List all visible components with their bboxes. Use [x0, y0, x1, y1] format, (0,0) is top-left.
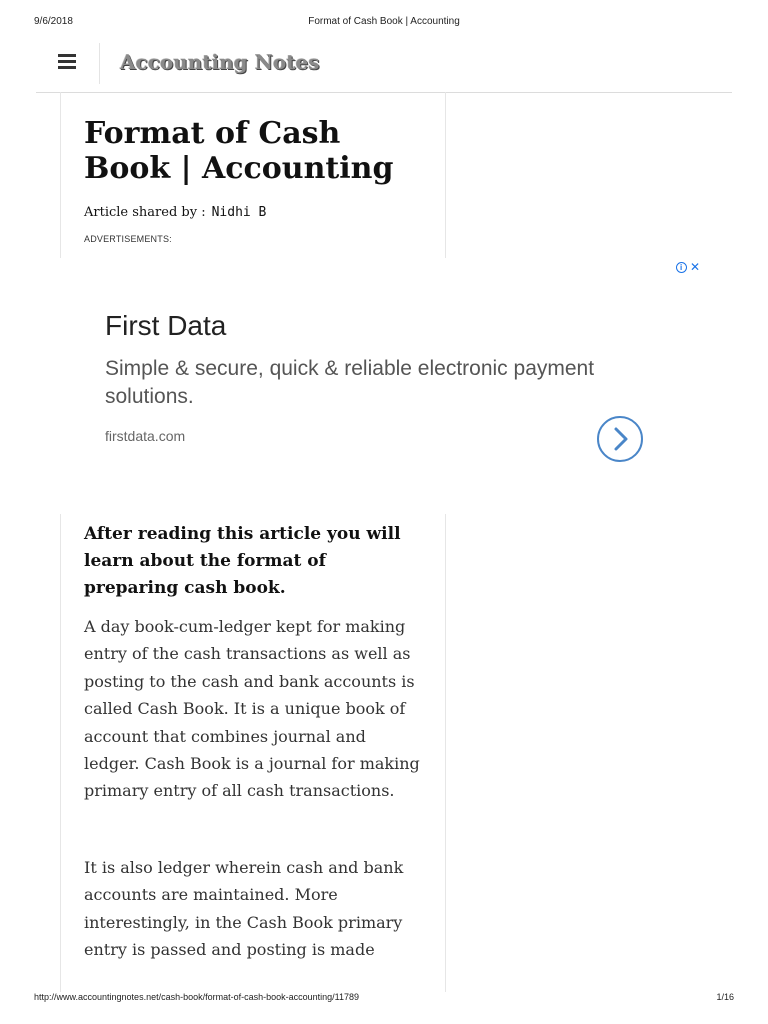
author-name[interactable]: Nidhi B — [211, 205, 267, 220]
print-page-number: 1/16 — [716, 992, 734, 1002]
article-lead: After reading this article you will learn about the format of preparing cash book. — [84, 524, 401, 598]
ad-arrow-button[interactable] — [597, 416, 643, 462]
hamburger-menu-icon[interactable] — [58, 54, 78, 72]
print-date: 9/6/2018 — [34, 16, 73, 27]
ad-description[interactable]: Simple & secure, quick & reliable electronic payment solutions. — [105, 357, 595, 408]
ad-choices[interactable] — [676, 260, 700, 274]
print-header — [34, 16, 734, 32]
print-url: http://www.accountingnotes.net/cash-book/format-of-cash-book-accounting/11789 — [34, 992, 360, 1002]
header-divider — [99, 43, 100, 84]
article-paragraph: A day book-cum-ledger kept for making entry of the cash transactions as well as posting to the cash and bank accounts is called Cash Book. It is a unique book of account that combines journal and ledger. Cash Book is a journal for making primary entry of all cash transactions. — [84, 617, 420, 801]
chevron-right-icon — [599, 418, 641, 460]
advertisement[interactable] — [60, 258, 708, 490]
ad-url[interactable]: firstdata.com — [105, 428, 186, 444]
print-footer — [34, 992, 734, 1006]
byline — [84, 205, 266, 220]
article-paragraph: It is also ledger wherein cash and bank accounts are maintained. More interestingly, in the Cash Book primary entry is passed and posting is made — [84, 858, 404, 960]
byline-label: Article shared by : — [84, 205, 206, 220]
ad-brand[interactable]: First Data — [105, 310, 227, 341]
advertisements-label: ADVERTISEMENTS: — [84, 234, 172, 244]
site-header — [36, 40, 732, 93]
site-logo[interactable]: Accounting Notes — [120, 50, 320, 74]
article-title: Format of Cash Book | Accounting — [84, 116, 394, 186]
close-icon[interactable]: ✕ — [689, 260, 700, 274]
info-icon[interactable]: i — [676, 262, 687, 273]
print-title: Format of Cash Book | Accounting — [308, 16, 460, 27]
